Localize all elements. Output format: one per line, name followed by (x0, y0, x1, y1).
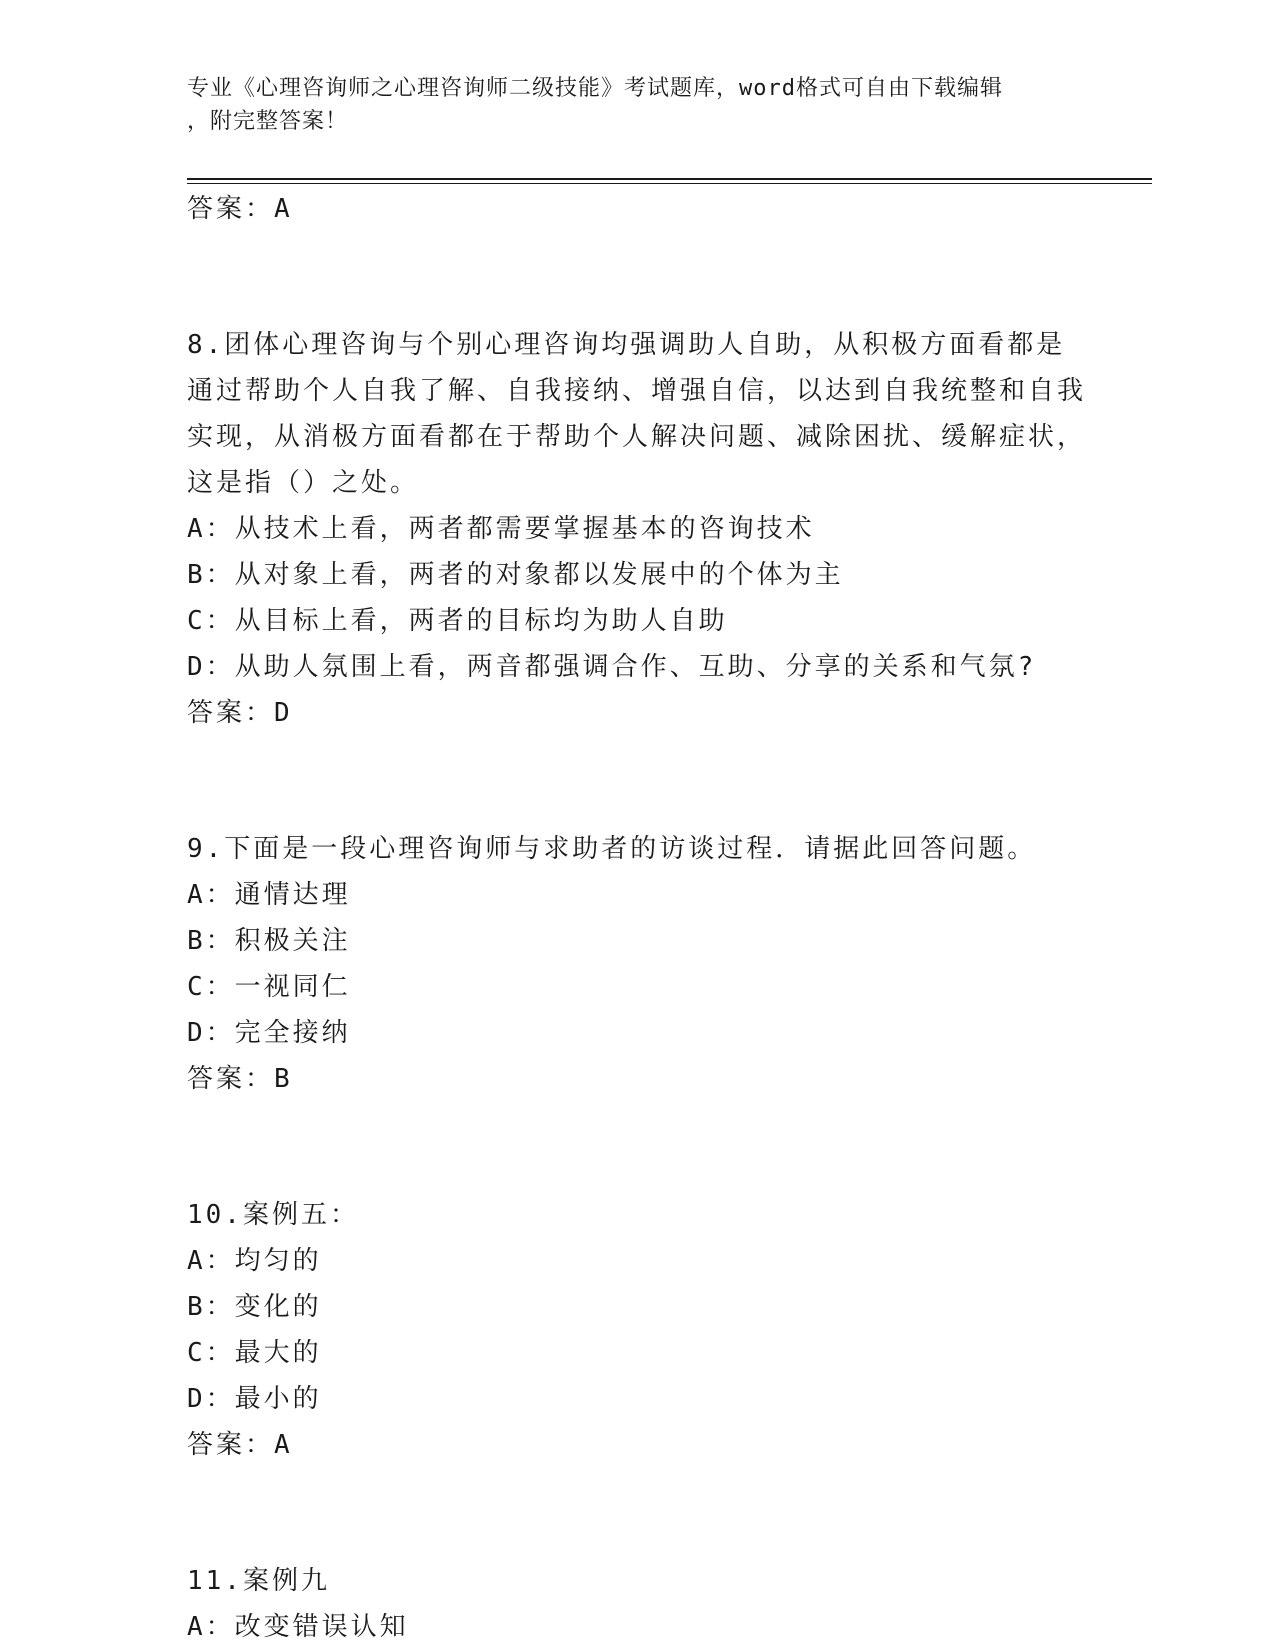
header-subtitle: ，附完整答案！ (187, 109, 349, 134)
option-b: B：变化的 (187, 1292, 322, 1322)
option-c: C：一视同仁 (187, 972, 351, 1002)
header-rule-thin (187, 183, 1152, 184)
header-title: 专业《心理咨询师之心理咨询师二级技能》考试题库，word格式可自由下载编辑 (187, 76, 1003, 101)
question-list (187, 186, 1087, 1650)
answer (187, 690, 1087, 736)
question-text: 8.团体心理咨询与个别心理咨询均强调助人自助，从积极方面看都是通过帮助个人自我了解、自我接纳、增强自信，以达到自我统整和自我实现，从消极方面看都在于帮助个人解决问题、减除困扰、缓解症状，这是指（）之处。 (187, 330, 1087, 498)
answer (187, 1422, 1087, 1468)
question-text: 9.下面是一段心理咨询师与求助者的访谈过程．请据此回答问题。 (187, 834, 1037, 864)
question-text: 10.案例五： (187, 1200, 359, 1230)
answer-value: D (274, 698, 293, 728)
option-d: D：完全接纳 (187, 1018, 351, 1048)
answer-label: 答案： (187, 1064, 275, 1094)
answer-label: 答案： (187, 194, 275, 224)
answer-value: A (274, 1430, 293, 1460)
question-11 (187, 1558, 1087, 1650)
spacer (187, 1102, 1087, 1192)
option-a: A：改变错误认知 (187, 1612, 409, 1642)
option-a: A：均匀的 (187, 1246, 322, 1276)
previous-answer (187, 186, 1087, 232)
option-a: A：通情达理 (187, 880, 351, 910)
question-10 (187, 1192, 1087, 1468)
option-b: B：积极关注 (187, 926, 351, 956)
spacer (187, 736, 1087, 826)
answer (187, 1056, 1087, 1102)
option-d: D：最小的 (187, 1384, 322, 1414)
header-rule-thick (187, 178, 1152, 180)
option-c: C：从目标上看，两者的目标均为助人自助 (187, 606, 728, 636)
answer-label: 答案： (187, 1430, 275, 1460)
question-text: 11.案例九 (187, 1566, 330, 1596)
answer-label: 答案： (187, 698, 275, 728)
question-9 (187, 826, 1087, 1102)
option-c: C：最大的 (187, 1338, 322, 1368)
answer-value: B (274, 1064, 293, 1094)
option-b: B：从对象上看，两者的对象都以发展中的个体为主 (187, 560, 844, 590)
spacer (187, 1468, 1087, 1558)
answer-value: A (274, 194, 293, 224)
spacer (187, 232, 1087, 322)
option-a: A：从技术上看，两者都需要掌握基本的咨询技术 (187, 514, 815, 544)
question-8 (187, 322, 1087, 736)
document-header (187, 72, 1087, 138)
option-d: D：从助人氛围上看，两音都强调合作、互助、分享的关系和气氛? (187, 652, 1037, 682)
